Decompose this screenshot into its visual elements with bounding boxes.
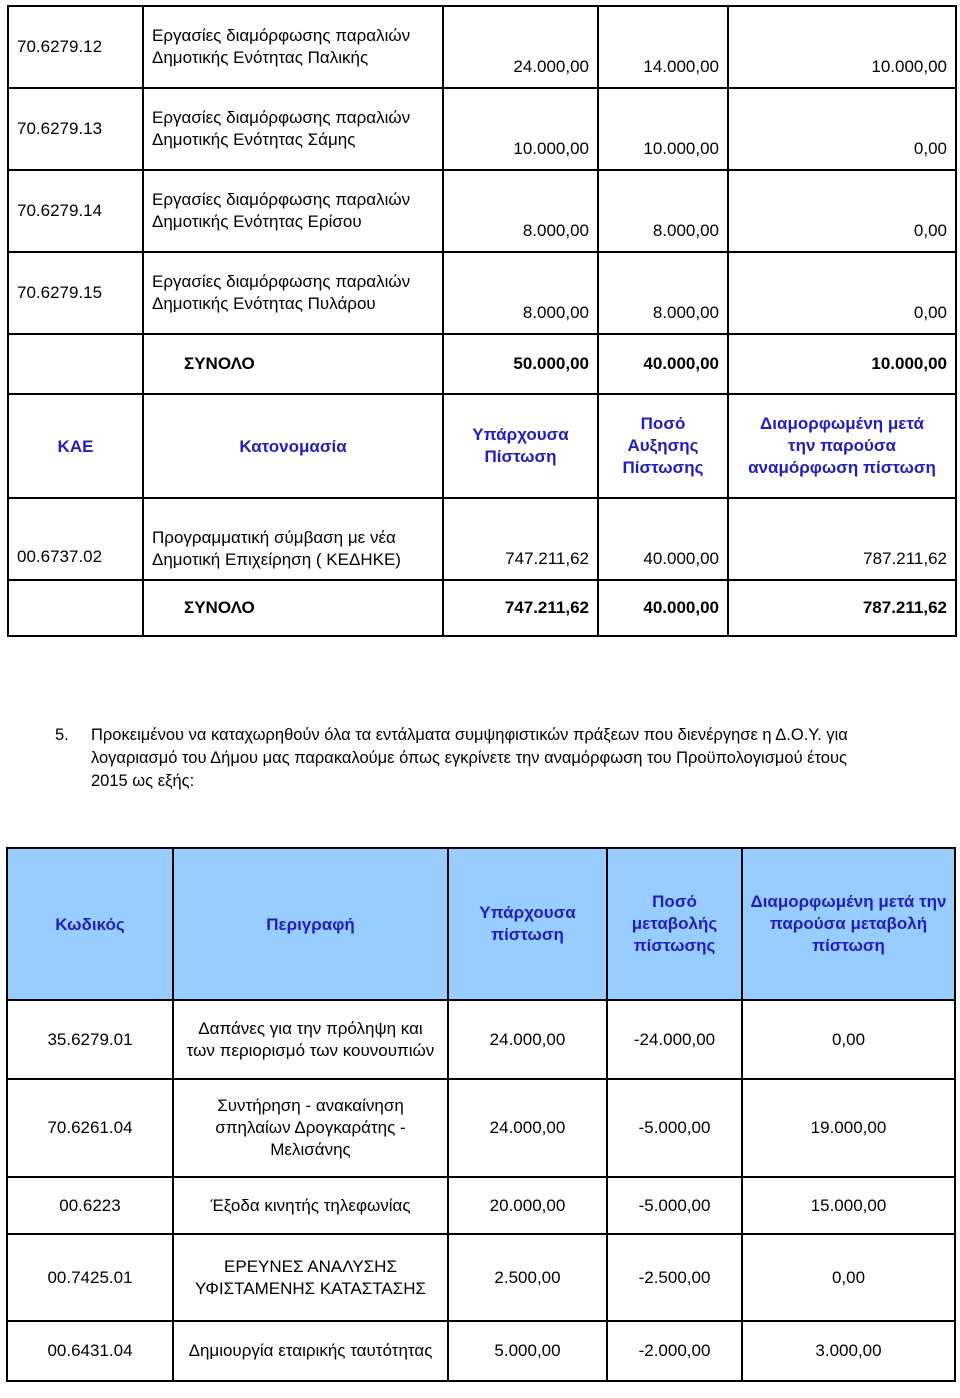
table-row bbox=[7, 1234, 955, 1321]
existing-credit: 747.211,62 bbox=[443, 498, 598, 580]
total-final: 787.211,62 bbox=[728, 580, 956, 636]
table-row bbox=[7, 1079, 955, 1177]
paragraph-line: λογαριασμό του Δήμου μας παρακαλούμε όπως εγκρίνετε την αναμόρφωση του Προϋπολογισμού έτους bbox=[91, 749, 847, 767]
kae-code: 70.6279.12 bbox=[8, 6, 143, 88]
code: 70.6261.04 bbox=[7, 1079, 173, 1177]
description: ΕΡΕΥΝΕΣ ΑΝΑΛΥΣΗΣ ΥΦΙΣΤΑΜΕΝΗΣ ΚΑΤΑΣΤΑΣΗΣ bbox=[173, 1234, 448, 1321]
header-amount: Ποσό Αυξησης Πίστωσης bbox=[598, 394, 728, 498]
existing-credit: 10.000,00 bbox=[443, 88, 598, 170]
kae-code: 00.6737.02 bbox=[8, 498, 143, 580]
existing-credit: 20.000,00 bbox=[448, 1177, 607, 1234]
description: Εργασίες διαμόρφωσης παραλιών Δημοτικής Ενότητας Σάμης bbox=[143, 88, 443, 170]
kae-code: 70.6279.15 bbox=[8, 252, 143, 334]
final-credit: 19.000,00 bbox=[742, 1079, 955, 1177]
final-credit: 0,00 bbox=[742, 1234, 955, 1321]
total-final: 10.000,00 bbox=[728, 334, 956, 394]
change-amount: -2.000,00 bbox=[607, 1321, 742, 1381]
paragraph-line: Προκειμένου να καταχωρηθούν όλα τα εντάλματα συμψηφιστικών πράξεων που διενέργησε η Δ.Ο.Υ. για bbox=[91, 726, 848, 744]
existing-credit: 24.000,00 bbox=[448, 1079, 607, 1177]
change-amount: 8.000,00 bbox=[598, 252, 728, 334]
change-amount: -5.000,00 bbox=[607, 1177, 742, 1234]
table-row bbox=[8, 6, 956, 88]
description: Δαπάνες για την πρόληψη και των περιορισμό των κουνουπιών bbox=[173, 1000, 448, 1079]
final-credit: 0,00 bbox=[728, 170, 956, 252]
table-header-row bbox=[7, 848, 955, 1000]
code: 00.6431.04 bbox=[7, 1321, 173, 1381]
description: Συντήρηση - ανακαίνηση σπηλαίων Δρογκαράτης - Μελισάνης bbox=[173, 1079, 448, 1177]
paragraph-5 bbox=[55, 724, 935, 793]
final-credit: 0,00 bbox=[742, 1000, 955, 1079]
change-amount: 8.000,00 bbox=[598, 170, 728, 252]
table-row bbox=[7, 1321, 955, 1381]
change-amount: 40.000,00 bbox=[598, 498, 728, 580]
total-change: 40.000,00 bbox=[598, 334, 728, 394]
final-credit: 3.000,00 bbox=[742, 1321, 955, 1381]
code: 35.6279.01 bbox=[7, 1000, 173, 1079]
final-credit: 787.211,62 bbox=[728, 498, 956, 580]
header-existing: Υπάρχουσα πίστωση bbox=[448, 848, 607, 1000]
budget-table-change bbox=[6, 847, 956, 1382]
budget-table-increase bbox=[7, 5, 957, 637]
final-credit: 15.000,00 bbox=[742, 1177, 955, 1234]
header-final: Διαμορφωμένη μετά την παρούσα αναμόρφωση πίστωση bbox=[728, 394, 956, 498]
paragraph-line: 2015 ως εξής: bbox=[91, 772, 195, 790]
description: Προγραμματική σύμβαση με νέα Δημοτική Επιχείρηση ( ΚΕΔΗΚΕ) bbox=[143, 498, 443, 580]
header-amount: Ποσό μεταβολής πίστωσης bbox=[607, 848, 742, 1000]
total-existing: 747.211,62 bbox=[443, 580, 598, 636]
total-row bbox=[8, 580, 956, 636]
table-row bbox=[8, 170, 956, 252]
code: 00.6223 bbox=[7, 1177, 173, 1234]
total-change: 40.000,00 bbox=[598, 580, 728, 636]
header-final: Διαμορφωμένη μετά την παρούσα μεταβολή πίστωση bbox=[742, 848, 955, 1000]
change-amount: -24.000,00 bbox=[607, 1000, 742, 1079]
existing-credit: 2.500,00 bbox=[448, 1234, 607, 1321]
description: Δημιουργία εταιρικής ταυτότητας bbox=[173, 1321, 448, 1381]
existing-credit: 24.000,00 bbox=[443, 6, 598, 88]
kae-code: 70.6279.13 bbox=[8, 88, 143, 170]
existing-credit: 24.000,00 bbox=[448, 1000, 607, 1079]
empty-cell bbox=[8, 334, 143, 394]
table-row bbox=[7, 1177, 955, 1234]
final-credit: 0,00 bbox=[728, 88, 956, 170]
table-header-row bbox=[8, 394, 956, 498]
header-kae: ΚΑΕ bbox=[8, 394, 143, 498]
empty-cell bbox=[8, 580, 143, 636]
final-credit: 0,00 bbox=[728, 252, 956, 334]
header-code: Κωδικός bbox=[7, 848, 173, 1000]
paragraph-number: 5. bbox=[55, 726, 69, 744]
total-label: ΣΥΝΟΛΟ bbox=[143, 334, 443, 394]
header-existing: Υπάρχουσα Πίστωση bbox=[443, 394, 598, 498]
code: 00.7425.01 bbox=[7, 1234, 173, 1321]
total-existing: 50.000,00 bbox=[443, 334, 598, 394]
description: Εργασίες διαμόρφωσης παραλιών Δημοτικής Ενότητας Πυλάρου bbox=[143, 252, 443, 334]
description: Εργασίες διαμόρφωσης παραλιών Δημοτικής Ενότητας Ερίσου bbox=[143, 170, 443, 252]
total-row bbox=[8, 334, 956, 394]
table-row bbox=[8, 252, 956, 334]
total-label: ΣΥΝΟΛΟ bbox=[143, 580, 443, 636]
change-amount: 14.000,00 bbox=[598, 6, 728, 88]
description: Εργασίες διαμόρφωσης παραλιών Δημοτικής Ενότητας Παλικής bbox=[143, 6, 443, 88]
header-description: Περιγραφή bbox=[173, 848, 448, 1000]
header-name: Κατονομασία bbox=[143, 394, 443, 498]
existing-credit: 5.000,00 bbox=[448, 1321, 607, 1381]
table-row bbox=[7, 1000, 955, 1079]
existing-credit: 8.000,00 bbox=[443, 170, 598, 252]
change-amount: -2.500,00 bbox=[607, 1234, 742, 1321]
existing-credit: 8.000,00 bbox=[443, 252, 598, 334]
table-row bbox=[8, 498, 956, 580]
change-amount: 10.000,00 bbox=[598, 88, 728, 170]
final-credit: 10.000,00 bbox=[728, 6, 956, 88]
kae-code: 70.6279.14 bbox=[8, 170, 143, 252]
description: Έξοδα κινητής τηλεφωνίας bbox=[173, 1177, 448, 1234]
table-row bbox=[8, 88, 956, 170]
change-amount: -5.000,00 bbox=[607, 1079, 742, 1177]
